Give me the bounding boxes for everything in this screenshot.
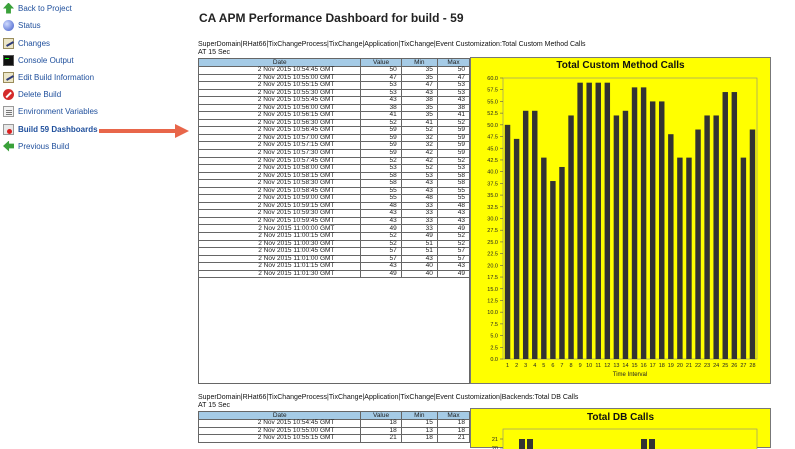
y-tick-label: 40.0 [487, 169, 498, 176]
bar [686, 158, 691, 359]
cell-value: 59 [361, 134, 401, 142]
column-header-date: Date [199, 59, 361, 67]
sidebar-item-environment-variables[interactable] [3, 103, 98, 119]
bar [677, 158, 682, 359]
x-tick-label: 17 [649, 363, 656, 369]
cell-value: 53 [361, 165, 401, 173]
bar [614, 115, 619, 359]
chart-canvas [471, 409, 770, 449]
y-tick-label: 21 [491, 437, 498, 443]
chart-title: Total Custom Method Calls [556, 60, 685, 71]
cell-max: 59 [437, 134, 469, 142]
bar [532, 111, 537, 359]
bar [750, 130, 755, 359]
sidebar-item-label: Changes [18, 38, 51, 48]
cell-max: 57 [437, 255, 469, 263]
y-tick-label: 27.5 [487, 228, 498, 235]
dashboard-icon [3, 124, 14, 135]
cell-max: 21 [437, 435, 469, 443]
cell-value: 18 [361, 420, 401, 428]
column-header-min: Min [401, 59, 437, 67]
document-icon [3, 106, 14, 117]
cell-max: 43 [437, 97, 469, 105]
sidebar-item-label: Edit Build Information [18, 72, 95, 82]
sidebar-item-label: Back to Project [18, 3, 72, 13]
cell-min: 35 [401, 67, 437, 75]
bar [668, 134, 673, 359]
cell-value: 55 [361, 187, 401, 195]
y-tick-label: 10.0 [487, 310, 498, 317]
bar [541, 158, 546, 359]
table-row [199, 150, 470, 158]
cell-min: 35 [401, 74, 437, 82]
data-table-custom-method-calls [198, 58, 470, 278]
interval-label: AT 15 Sec [198, 402, 231, 409]
plot-area [503, 78, 757, 359]
sidebar-item-edit-build-information[interactable] [3, 69, 94, 85]
cell-min: 33 [401, 202, 437, 210]
bar [623, 111, 628, 359]
y-tick-label: 52.5 [487, 111, 498, 118]
cell-max: 59 [437, 150, 469, 158]
bar [550, 181, 555, 359]
cell-max: 52 [437, 233, 469, 241]
cell-min: 43 [401, 180, 437, 188]
y-tick-label: 7.5 [490, 321, 498, 328]
cell-value: 58 [361, 172, 401, 180]
y-tick-label: 20.0 [487, 263, 498, 270]
cell-value: 52 [361, 157, 401, 165]
chart-total-db-calls [470, 408, 771, 448]
table-row [199, 420, 470, 428]
sidebar-item-console-output[interactable] [3, 52, 74, 68]
x-tick-label: 27 [740, 363, 747, 369]
bar [605, 83, 610, 359]
cell-min: 43 [401, 187, 437, 195]
cell-date: 2 Nov 2015 10:55:15 GMT [199, 82, 361, 90]
cell-date: 2 Nov 2015 10:56:00 GMT [199, 104, 361, 112]
bar [732, 92, 737, 359]
cell-date: 2 Nov 2015 11:01:30 GMT [199, 270, 361, 278]
bar [568, 115, 573, 359]
bar [723, 92, 728, 359]
bar [596, 83, 601, 359]
bar [704, 115, 709, 359]
y-tick-label: 30.0 [487, 216, 498, 223]
cell-max: 52 [437, 240, 469, 248]
cell-date: 2 Nov 2015 10:55:00 GMT [199, 74, 361, 82]
cell-max: 41 [437, 112, 469, 120]
y-tick-label: 47.5 [487, 134, 498, 141]
y-tick-label: 32.5 [487, 204, 498, 211]
column-header-max: Max [437, 59, 469, 67]
sidebar-item-label: Console Output [18, 55, 74, 65]
cell-value: 57 [361, 248, 401, 256]
chart-title: Total DB Calls [586, 412, 655, 423]
x-tick-label: 28 [749, 363, 756, 369]
cell-date: 2 Nov 2015 10:55:00 GMT [199, 427, 361, 435]
cell-min: 43 [401, 255, 437, 263]
x-tick-label: 20 [676, 363, 683, 369]
bar [741, 158, 746, 359]
table-row [199, 233, 470, 241]
bar [632, 87, 637, 359]
cell-date: 2 Nov 2015 10:57:45 GMT [199, 157, 361, 165]
bar [523, 111, 528, 359]
cell-min: 35 [401, 104, 437, 112]
x-tick-label: 14 [622, 363, 629, 369]
plot-area [503, 429, 757, 449]
x-tick-label: 1 [506, 363, 510, 369]
column-header-min: Min [401, 412, 437, 420]
y-tick-label: 17.5 [487, 275, 498, 282]
bar [586, 83, 591, 359]
bar [577, 83, 582, 359]
metric-path-label: SuperDomain|RHat66|TixChangeProcess|TixChange|Application|TixChange|Event Customization:Total Custom Method Calls [198, 41, 586, 48]
x-tick-label: 4 [533, 363, 537, 369]
x-tick-label: 26 [731, 363, 738, 369]
cell-max: 53 [437, 165, 469, 173]
table-row [199, 67, 470, 75]
cell-date: 2 Nov 2015 10:55:45 GMT [199, 97, 361, 105]
chart-total-custom-method-calls [470, 57, 771, 384]
x-tick-label: 7 [560, 363, 564, 369]
cell-min: 15 [401, 420, 437, 428]
bar [650, 101, 655, 359]
cell-value: 49 [361, 270, 401, 278]
sidebar-item-back-to-project[interactable] [3, 0, 72, 16]
cell-date: 2 Nov 2015 10:58:15 GMT [199, 172, 361, 180]
cell-min: 49 [401, 233, 437, 241]
y-tick-label: 45.0 [487, 146, 498, 153]
y-tick-label: 50.0 [487, 122, 498, 129]
cell-max: 38 [437, 104, 469, 112]
x-axis-label: Time Interval [612, 372, 648, 378]
bar [514, 139, 519, 359]
cell-value: 52 [361, 233, 401, 241]
x-tick-label: 6 [551, 363, 555, 369]
cell-date: 2 Nov 2015 10:55:15 GMT [199, 435, 361, 443]
y-tick-label: 25.0 [487, 239, 498, 246]
y-tick-label: 57.5 [487, 87, 498, 94]
x-tick-label: 16 [640, 363, 647, 369]
cell-max: 52 [437, 119, 469, 127]
cell-max: 47 [437, 74, 469, 82]
x-tick-label: 19 [667, 363, 674, 369]
notepad-icon [3, 72, 14, 83]
cell-date: 2 Nov 2015 10:54:45 GMT [199, 67, 361, 75]
metric-path-label: SuperDomain|RHat66|TixChangeProcess|TixChange|Application|TixChange|Event Customization|Backends:Total DB Calls [198, 394, 579, 401]
cell-date: 2 Nov 2015 10:57:30 GMT [199, 150, 361, 158]
x-tick-label: 21 [685, 363, 693, 369]
cell-value: 58 [361, 180, 401, 188]
cell-min: 32 [401, 142, 437, 150]
table-row [199, 217, 470, 225]
y-tick-label: 42.5 [487, 157, 498, 164]
column-header-date: Date [199, 412, 361, 420]
cell-min: 33 [401, 225, 437, 233]
cell-min: 42 [401, 150, 437, 158]
cell-min: 51 [401, 248, 437, 256]
sidebar-item-previous-build[interactable] [3, 138, 69, 154]
x-tick-label: 13 [613, 363, 620, 369]
cell-min: 53 [401, 172, 437, 180]
cell-min: 18 [401, 435, 437, 443]
cell-min: 43 [401, 89, 437, 97]
y-tick-label: 12.5 [487, 298, 498, 305]
y-tick-label: 60.0 [487, 76, 498, 82]
sidebar-item-status[interactable] [3, 17, 41, 33]
cell-value: 48 [361, 202, 401, 210]
cell-max: 55 [437, 195, 469, 203]
bar [559, 167, 564, 359]
cell-value: 47 [361, 74, 401, 82]
cell-max: 58 [437, 180, 469, 188]
previous-arrow-icon [3, 141, 14, 152]
cell-min: 52 [401, 165, 437, 173]
cell-max: 49 [437, 225, 469, 233]
cell-value: 59 [361, 142, 401, 150]
cell-value: 52 [361, 240, 401, 248]
bar [713, 115, 718, 359]
x-tick-label: 15 [631, 363, 638, 369]
cell-min: 41 [401, 119, 437, 127]
x-tick-label: 12 [604, 363, 611, 369]
cell-min: 13 [401, 427, 437, 435]
bar [519, 439, 525, 449]
chart-canvas [471, 58, 770, 383]
column-header-max: Max [437, 412, 469, 420]
cell-max: 49 [437, 270, 469, 278]
cell-date: 2 Nov 2015 10:57:00 GMT [199, 134, 361, 142]
cell-min: 38 [401, 97, 437, 105]
cell-date: 2 Nov 2015 11:00:45 GMT [199, 248, 361, 256]
x-tick-label: 8 [569, 363, 573, 369]
cell-max: 43 [437, 217, 469, 225]
y-tick-label: 5.0 [490, 333, 498, 340]
cell-min: 35 [401, 112, 437, 120]
cell-date: 2 Nov 2015 10:59:15 GMT [199, 202, 361, 210]
bar [659, 101, 664, 359]
annotation-arrow-icon [99, 124, 189, 138]
cell-date: 2 Nov 2015 10:56:45 GMT [199, 127, 361, 135]
table-row [199, 82, 470, 90]
column-header-value: Value [361, 59, 401, 67]
cell-value: 43 [361, 97, 401, 105]
cell-min: 32 [401, 134, 437, 142]
column-header-value: Value [361, 412, 401, 420]
interval-label: AT 15 Sec [198, 49, 231, 56]
y-tick-label: 35.0 [487, 193, 498, 200]
bar [641, 87, 646, 359]
x-tick-label: 10 [586, 363, 593, 369]
cell-date: 2 Nov 2015 10:58:00 GMT [199, 165, 361, 173]
cell-date: 2 Nov 2015 11:00:15 GMT [199, 233, 361, 241]
x-tick-label: 25 [722, 363, 729, 369]
cell-max: 18 [437, 420, 469, 428]
cell-min: 48 [401, 195, 437, 203]
cell-value: 49 [361, 225, 401, 233]
y-tick-label: 0.0 [490, 357, 498, 363]
cell-max: 53 [437, 89, 469, 97]
cell-value: 38 [361, 104, 401, 112]
cell-date: 2 Nov 2015 10:58:30 GMT [199, 180, 361, 188]
notepad-icon [3, 38, 14, 49]
cell-date: 2 Nov 2015 11:00:30 GMT [199, 240, 361, 248]
cell-date: 2 Nov 2015 10:56:15 GMT [199, 112, 361, 120]
sidebar-item-label: Build 59 Dashboards [18, 124, 98, 134]
cell-value: 21 [361, 435, 401, 443]
cell-max: 52 [437, 157, 469, 165]
x-tick-label: 11 [595, 363, 602, 369]
cell-date: 2 Nov 2015 10:54:45 GMT [199, 420, 361, 428]
cell-value: 41 [361, 112, 401, 120]
cell-max: 53 [437, 82, 469, 90]
cell-min: 47 [401, 82, 437, 90]
cell-min: 52 [401, 127, 437, 135]
terminal-icon [3, 55, 14, 66]
sidebar-item-label: Environment Variables [18, 106, 98, 116]
bar [695, 130, 700, 359]
cell-min: 42 [401, 157, 437, 165]
x-tick-label: 23 [704, 363, 711, 369]
cell-date: 2 Nov 2015 10:59:30 GMT [199, 210, 361, 218]
x-tick-label: 5 [542, 363, 546, 369]
y-tick-label: 22.5 [487, 251, 498, 258]
y-tick-label: 55.0 [487, 99, 498, 106]
cell-min: 33 [401, 210, 437, 218]
cell-value: 53 [361, 89, 401, 97]
x-tick-label: 3 [524, 363, 528, 369]
cell-max: 57 [437, 248, 469, 256]
cell-max: 55 [437, 187, 469, 195]
cell-value: 43 [361, 217, 401, 225]
cell-value: 59 [361, 127, 401, 135]
x-tick-label: 22 [694, 363, 702, 369]
cell-value: 57 [361, 255, 401, 263]
cell-max: 18 [437, 427, 469, 435]
cell-value: 43 [361, 263, 401, 271]
cell-date: 2 Nov 2015 10:56:30 GMT [199, 119, 361, 127]
cell-max: 50 [437, 67, 469, 75]
y-tick-label: 15.0 [487, 286, 498, 293]
cell-date: 2 Nov 2015 11:01:00 GMT [199, 255, 361, 263]
x-tick-label: 9 [578, 363, 582, 369]
sidebar-item-delete-build[interactable] [3, 86, 61, 102]
y-tick-label: 37.5 [487, 181, 498, 188]
sidebar-item-label: Delete Build [18, 89, 62, 99]
y-tick-label: 20 [491, 446, 498, 449]
cell-date: 2 Nov 2015 11:01:15 GMT [199, 263, 361, 271]
cell-min: 51 [401, 240, 437, 248]
cell-date: 2 Nov 2015 10:59:45 GMT [199, 217, 361, 225]
cell-value: 18 [361, 427, 401, 435]
x-tick-label: 24 [713, 363, 720, 369]
cell-max: 43 [437, 263, 469, 271]
sidebar-item-label: Status [18, 20, 41, 30]
back-arrow-icon [3, 3, 14, 14]
page-title: CA APM Performance Dashboard for build - 59 [199, 11, 464, 25]
cell-date: 2 Nov 2015 10:58:45 GMT [199, 187, 361, 195]
cell-max: 43 [437, 210, 469, 218]
sidebar-item-label: Previous Build [18, 141, 70, 151]
sidebar-item-changes[interactable] [3, 35, 50, 51]
cell-date: 2 Nov 2015 10:59:00 GMT [199, 195, 361, 203]
table-row [199, 435, 470, 443]
x-tick-label: 2 [515, 363, 519, 369]
bar [641, 439, 647, 449]
x-tick-label: 18 [658, 363, 665, 369]
cell-date: 2 Nov 2015 10:55:30 GMT [199, 89, 361, 97]
cell-min: 33 [401, 217, 437, 225]
sidebar-item-build-59-dashboards[interactable] [3, 121, 98, 137]
cell-max: 58 [437, 172, 469, 180]
table-row [199, 270, 470, 278]
cell-max: 59 [437, 142, 469, 150]
delete-icon [3, 89, 14, 100]
cell-value: 53 [361, 82, 401, 90]
cell-date: 2 Nov 2015 11:00:00 GMT [199, 225, 361, 233]
status-orb-icon [3, 20, 14, 31]
cell-min: 40 [401, 270, 437, 278]
data-table-db-calls [198, 411, 470, 443]
cell-min: 40 [401, 263, 437, 271]
cell-value: 50 [361, 67, 401, 75]
cell-date: 2 Nov 2015 10:57:15 GMT [199, 142, 361, 150]
cell-value: 52 [361, 119, 401, 127]
cell-max: 48 [437, 202, 469, 210]
cell-value: 59 [361, 150, 401, 158]
y-tick-label: 2.5 [490, 345, 498, 352]
cell-value: 43 [361, 210, 401, 218]
bar [649, 439, 655, 449]
bar [527, 439, 533, 449]
bar [505, 125, 510, 359]
cell-value: 55 [361, 195, 401, 203]
cell-max: 59 [437, 127, 469, 135]
